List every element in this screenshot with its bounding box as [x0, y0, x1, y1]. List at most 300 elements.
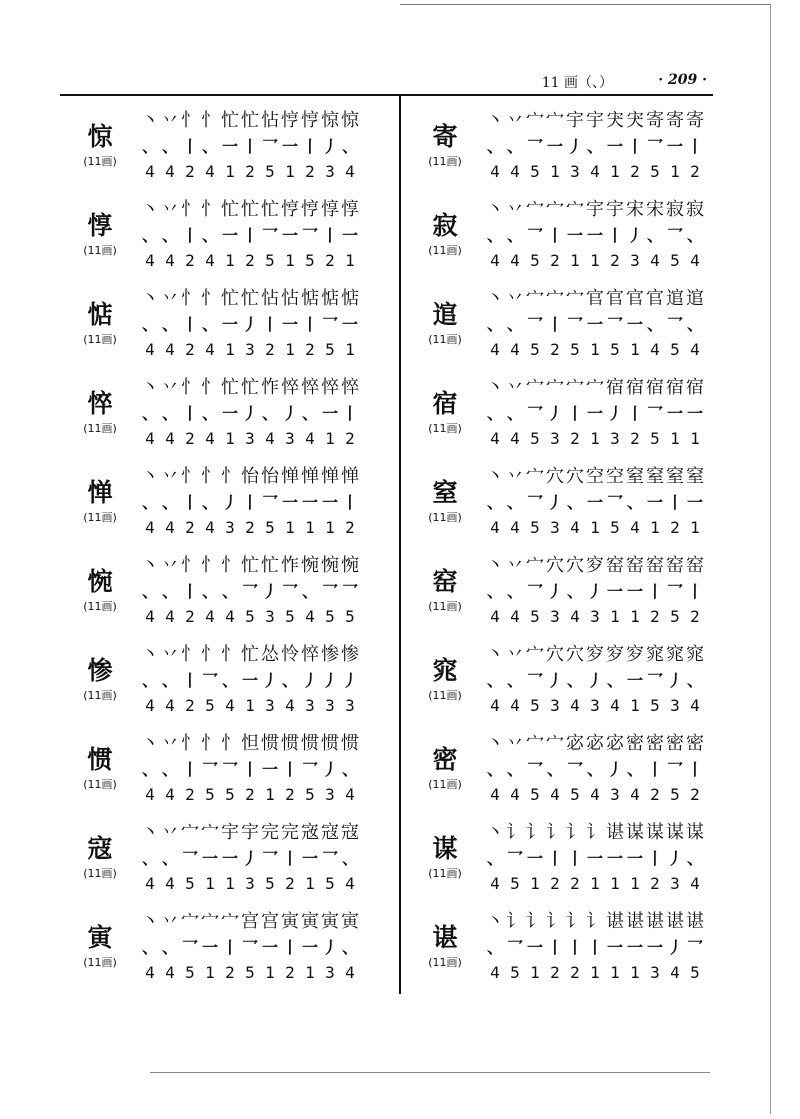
stroke-number: 1 [530, 962, 540, 982]
stroke-number: 4 [165, 517, 175, 537]
character-entry [405, 282, 735, 371]
sequence-glyph: 窑 [666, 555, 684, 576]
stroke-mark: 乛 [666, 759, 683, 779]
stroke-mark: 乛 [506, 848, 523, 868]
stroke-number: 1 [630, 606, 640, 626]
sequence-glyph: 完 [281, 822, 299, 843]
stroke-mark: 乛 [301, 225, 318, 245]
entry-head [60, 905, 140, 970]
head-character: 宿 [432, 389, 458, 418]
sequence-glyph: 宇 [606, 199, 624, 220]
stroke-mark: 丨 [566, 848, 583, 868]
stroke-number: 5 [185, 962, 195, 982]
sequence-glyph: 完 [261, 822, 279, 843]
stroke-mark: 丨 [241, 492, 258, 512]
sequence-glyph: 宇 [241, 822, 259, 843]
stroke-number: 5 [670, 339, 680, 359]
stroke-mark: 一 [201, 937, 218, 957]
sequence-glyph: 谌 [646, 911, 664, 932]
stroke-mark: 丨 [626, 136, 643, 156]
sequence-glyph: 宀 [566, 288, 584, 309]
sequence-glyph: 宀 [526, 199, 544, 220]
stroke-marks [140, 399, 360, 425]
sequence-glyph: 宿 [646, 377, 664, 398]
sequence-glyph: 丷 [506, 644, 524, 665]
stroke-mark: 丿 [546, 492, 563, 512]
stroke-marks [140, 310, 360, 336]
stroke-mark: 丨 [181, 314, 198, 334]
stroke-number: 5 [650, 161, 660, 181]
sequence-glyph: 悙 [281, 199, 299, 220]
stroke-number: 1 [225, 428, 235, 448]
stroke-mark: 一 [301, 848, 318, 868]
stroke-sequence [485, 727, 705, 755]
entry-head [60, 104, 140, 169]
stroke-number: 1 [590, 428, 600, 448]
stroke-mark: 乛 [506, 937, 523, 957]
sequence-glyph: 谌 [626, 911, 644, 932]
stroke-sequence [140, 371, 360, 399]
stroke-mark: 、 [161, 848, 178, 868]
stroke-order-rows [485, 193, 705, 273]
stroke-mark: 乛 [181, 937, 198, 957]
character-entry [60, 816, 390, 905]
stroke-sequence [485, 549, 705, 577]
stroke-number: 4 [205, 250, 215, 270]
character-entry [60, 371, 390, 460]
character-entry [405, 193, 735, 282]
stroke-mark: 一 [301, 492, 318, 512]
sequence-glyph: 寇 [341, 822, 359, 843]
stroke-mark: 、 [486, 581, 503, 601]
sequence-glyph: 宀 [221, 911, 239, 932]
stroke-mark: 乛 [686, 937, 703, 957]
stroke-number: 4 [490, 695, 500, 715]
sequence-glyph: 丷 [161, 110, 179, 131]
stroke-number: 5 [185, 873, 195, 893]
stroke-mark: 丨 [261, 314, 278, 334]
stroke-number: 3 [670, 695, 680, 715]
stroke-mark: 一 [281, 314, 298, 334]
sequence-glyph: 惇 [341, 199, 359, 220]
stroke-sequence [140, 816, 360, 844]
sequence-glyph: 宀 [546, 199, 564, 220]
stroke-marks [485, 310, 705, 336]
stroke-number: 4 [570, 695, 580, 715]
stroke-mark: 乛 [301, 759, 318, 779]
stroke-number: 3 [590, 695, 600, 715]
stroke-number: 1 [590, 339, 600, 359]
stroke-number: 4 [570, 517, 580, 537]
stroke-numbers [140, 692, 360, 718]
stroke-number: 2 [650, 873, 660, 893]
stroke-numbers [485, 158, 705, 184]
sequence-glyph: 丶 [486, 911, 504, 932]
stroke-mark: 、 [506, 581, 523, 601]
stroke-number: 2 [245, 784, 255, 804]
stroke-mark: 、 [161, 937, 178, 957]
sequence-glyph: 讠 [566, 822, 584, 843]
entry-head [405, 193, 485, 258]
sequence-glyph: 忙 [221, 377, 239, 398]
stroke-mark: 丿 [341, 670, 358, 690]
stroke-count: (11画) [83, 422, 117, 435]
scan-edge-top [400, 4, 770, 5]
sequence-glyph: 寂 [666, 199, 684, 220]
sequence-glyph: 惋 [341, 555, 359, 576]
character-entry [405, 905, 735, 994]
sequence-glyph: 宼 [301, 822, 319, 843]
sequence-glyph: 宿 [626, 377, 644, 398]
stroke-mark: 、 [161, 403, 178, 423]
stroke-mark: 丿 [546, 670, 563, 690]
head-character: 寅 [87, 923, 113, 952]
stroke-mark: 丿 [261, 670, 278, 690]
stroke-number: 1 [225, 339, 235, 359]
stroke-mark: 、 [141, 492, 158, 512]
sequence-glyph: 丷 [161, 466, 179, 487]
character-entry [405, 816, 735, 905]
stroke-mark: 乛 [526, 314, 543, 334]
sequence-glyph: 讠 [586, 822, 604, 843]
stroke-mark: 一 [666, 403, 683, 423]
stroke-mark: 丨 [586, 937, 603, 957]
entry-head [405, 638, 485, 703]
sequence-glyph: 惯 [281, 733, 299, 754]
stroke-mark: 丨 [241, 759, 258, 779]
sequence-glyph: 忙 [241, 644, 259, 665]
sequence-glyph: 寅 [301, 911, 319, 932]
stroke-number: 4 [510, 517, 520, 537]
stroke-mark: 丨 [566, 403, 583, 423]
stroke-order-rows [485, 460, 705, 540]
sequence-glyph: 丶 [141, 288, 159, 309]
sequence-glyph: 悴 [341, 377, 359, 398]
stroke-number: 1 [345, 250, 355, 270]
sequence-glyph: 寇 [321, 822, 339, 843]
stroke-marks [485, 844, 705, 870]
stroke-mark: 、 [486, 225, 503, 245]
stroke-mark: 丿 [321, 759, 338, 779]
stroke-number: 1 [690, 428, 700, 448]
stroke-number: 2 [690, 784, 700, 804]
stroke-mark: 、 [626, 492, 643, 512]
stroke-number: 5 [205, 695, 215, 715]
character-entry [60, 549, 390, 638]
right-column [405, 104, 735, 994]
stroke-mark: 乛 [281, 581, 298, 601]
sequence-glyph: 惯 [341, 733, 359, 754]
stroke-order-rows [140, 371, 360, 451]
stroke-sequence [485, 371, 705, 399]
stroke-mark: 、 [201, 225, 218, 245]
stroke-order-rows [140, 282, 360, 362]
stroke-number: 2 [650, 606, 660, 626]
stroke-number: 2 [670, 517, 680, 537]
stroke-number: 5 [530, 339, 540, 359]
sequence-glyph: 丶 [141, 377, 159, 398]
sequence-glyph: 宀 [201, 911, 219, 932]
character-entry [60, 460, 390, 549]
stroke-number: 5 [690, 962, 700, 982]
stroke-number: 5 [610, 517, 620, 537]
stroke-order-rows [140, 905, 360, 985]
stroke-numbers [140, 514, 360, 540]
sequence-glyph: 惮 [341, 466, 359, 487]
stroke-mark: 、 [646, 225, 663, 245]
stroke-mark: 丨 [321, 225, 338, 245]
character-entry [405, 104, 735, 193]
stroke-mark: 一 [646, 492, 663, 512]
sequence-glyph: 谌 [606, 911, 624, 932]
stroke-number: 5 [530, 784, 540, 804]
stroke-number: 4 [510, 339, 520, 359]
stroke-mark: 、 [486, 136, 503, 156]
stroke-order-rows [485, 371, 705, 451]
stroke-mark: 一 [201, 848, 218, 868]
character-entry [405, 371, 735, 460]
stroke-number: 1 [610, 873, 620, 893]
stroke-order-rows [140, 460, 360, 540]
stroke-mark: 一 [281, 225, 298, 245]
stroke-number: 4 [690, 873, 700, 893]
sequence-glyph: 惋 [301, 555, 319, 576]
stroke-sequence [485, 282, 705, 310]
sequence-glyph: 寅 [281, 911, 299, 932]
sequence-glyph: 忄 [181, 288, 199, 309]
stroke-number: 2 [550, 873, 560, 893]
sequence-glyph: 宀 [586, 377, 604, 398]
stroke-mark: 、 [486, 492, 503, 512]
sequence-glyph: 丷 [161, 822, 179, 843]
stroke-count: (11画) [83, 956, 117, 969]
stroke-mark: 、 [486, 403, 503, 423]
stroke-mark: 、 [141, 136, 158, 156]
stroke-mark: 丨 [181, 403, 198, 423]
stroke-number: 5 [530, 606, 540, 626]
stroke-marks [140, 221, 360, 247]
stroke-number: 4 [690, 250, 700, 270]
stroke-mark: 一 [321, 403, 338, 423]
stroke-count: (11画) [83, 511, 117, 524]
stroke-mark: 一 [586, 848, 603, 868]
sequence-glyph: 惮 [301, 466, 319, 487]
stroke-sequence [140, 905, 360, 933]
stroke-mark: 一 [626, 937, 643, 957]
stroke-number: 2 [225, 962, 235, 982]
sequence-glyph: 宀 [566, 199, 584, 220]
sequence-glyph: 宊 [606, 110, 624, 131]
stroke-number: 5 [345, 606, 355, 626]
stroke-mark: 丨 [181, 225, 198, 245]
sequence-glyph: 密 [686, 733, 704, 754]
stroke-mark: 乛 [261, 492, 278, 512]
character-entry [405, 638, 735, 727]
stroke-order-rows [485, 282, 705, 362]
stroke-mark: 、 [201, 581, 218, 601]
stroke-mark: 一 [626, 581, 643, 601]
stroke-sequence [140, 104, 360, 132]
stroke-number: 2 [305, 339, 315, 359]
stroke-mark: 乛 [646, 403, 663, 423]
stroke-number: 4 [590, 161, 600, 181]
stroke-mark: 一 [586, 403, 603, 423]
sequence-glyph: 丶 [141, 911, 159, 932]
stroke-mark: 丨 [546, 937, 563, 957]
stroke-number: 3 [670, 873, 680, 893]
stroke-number: 2 [570, 428, 580, 448]
stroke-mark: 一 [241, 670, 258, 690]
stroke-number: 4 [165, 339, 175, 359]
sequence-glyph: 窕 [646, 644, 664, 665]
stroke-number: 4 [345, 962, 355, 982]
stroke-mark: 丨 [546, 314, 563, 334]
stroke-mark: 一 [646, 937, 663, 957]
head-character: 惮 [87, 478, 113, 507]
stroke-mark: 、 [506, 314, 523, 334]
stroke-number: 1 [285, 339, 295, 359]
stroke-number: 1 [590, 517, 600, 537]
sequence-glyph: 忄 [181, 199, 199, 220]
stroke-mark: 、 [261, 403, 278, 423]
stroke-mark: 、 [686, 314, 703, 334]
stroke-mark: 、 [506, 670, 523, 690]
sequence-glyph: 谋 [686, 822, 704, 843]
stroke-count: (11画) [428, 422, 462, 435]
stroke-mark: 乛 [646, 670, 663, 690]
sequence-glyph: 丶 [486, 288, 504, 309]
stroke-number: 5 [225, 784, 235, 804]
stroke-number: 1 [610, 161, 620, 181]
sequence-glyph: 丷 [161, 555, 179, 576]
sequence-glyph: 怗 [281, 288, 299, 309]
stroke-mark: 、 [161, 581, 178, 601]
sequence-glyph: 宀 [526, 377, 544, 398]
stroke-mark: 、 [161, 136, 178, 156]
stroke-marks [485, 577, 705, 603]
stroke-mark: 、 [301, 581, 318, 601]
stroke-number: 2 [265, 339, 275, 359]
stroke-numbers [485, 959, 705, 985]
stroke-sequence [485, 193, 705, 221]
sequence-glyph: 惦 [321, 288, 339, 309]
sequence-glyph: 窑 [606, 555, 624, 576]
sequence-glyph: 忄 [221, 555, 239, 576]
sequence-glyph: 丶 [486, 466, 504, 487]
stroke-number: 1 [590, 962, 600, 982]
head-character: 惯 [87, 745, 113, 774]
sequence-glyph: 穴 [546, 466, 564, 487]
sequence-glyph: 忄 [201, 377, 219, 398]
stroke-mark: 、 [341, 136, 358, 156]
stroke-mark: 、 [161, 314, 178, 334]
stroke-number: 5 [570, 339, 580, 359]
sequence-glyph: 丶 [486, 644, 504, 665]
stroke-marks [485, 933, 705, 959]
character-entry [405, 549, 735, 638]
stroke-mark: 丨 [181, 581, 198, 601]
sequence-glyph: 官 [646, 288, 664, 309]
stroke-mark: 丨 [646, 581, 663, 601]
stroke-number: 4 [510, 695, 520, 715]
stroke-number: 2 [185, 161, 195, 181]
head-character: 逭 [432, 300, 458, 329]
sequence-glyph: 穴 [546, 555, 564, 576]
stroke-number: 1 [305, 962, 315, 982]
stroke-number: 5 [245, 962, 255, 982]
stroke-number: 1 [225, 250, 235, 270]
sequence-glyph: 惮 [281, 466, 299, 487]
sequence-glyph: 窕 [666, 644, 684, 665]
sequence-glyph: 丶 [141, 466, 159, 487]
sequence-glyph: 丷 [506, 466, 524, 487]
stroke-mark: 一 [546, 136, 563, 156]
sequence-glyph: 密 [626, 733, 644, 754]
stroke-count: (11画) [428, 244, 462, 257]
stroke-number: 1 [265, 784, 275, 804]
stroke-mark: 、 [486, 848, 503, 868]
sequence-glyph: 惋 [321, 555, 339, 576]
stroke-mark: 丿 [281, 403, 298, 423]
stroke-sequence [485, 460, 705, 488]
stroke-count: (11画) [83, 778, 117, 791]
head-character: 寄 [432, 122, 458, 151]
stroke-number: 2 [690, 606, 700, 626]
stroke-numbers [140, 336, 360, 362]
stroke-number: 4 [145, 161, 155, 181]
stroke-mark: 丨 [301, 314, 318, 334]
stroke-number: 5 [650, 428, 660, 448]
stroke-mark: 丨 [546, 848, 563, 868]
stroke-number: 1 [325, 428, 335, 448]
stroke-mark: 一 [301, 937, 318, 957]
stroke-numbers [485, 247, 705, 273]
stroke-number: 3 [345, 695, 355, 715]
stroke-number: 3 [245, 873, 255, 893]
stroke-number: 4 [145, 962, 155, 982]
stroke-number: 2 [245, 517, 255, 537]
stroke-marks [485, 132, 705, 158]
stroke-number: 4 [145, 606, 155, 626]
stroke-mark: 丿 [241, 314, 258, 334]
sequence-glyph: 讠 [526, 822, 544, 843]
sequence-glyph: 忙 [241, 377, 259, 398]
stroke-number: 1 [265, 962, 275, 982]
sequence-glyph: 丶 [486, 377, 504, 398]
sequence-glyph: 忄 [181, 733, 199, 754]
stroke-count: (11画) [428, 778, 462, 791]
stroke-number: 3 [245, 428, 255, 448]
stroke-number: 2 [185, 339, 195, 359]
stroke-numbers [485, 603, 705, 629]
sequence-glyph: 窒 [626, 466, 644, 487]
sequence-glyph: 怛 [241, 733, 259, 754]
stroke-sequence [485, 104, 705, 132]
stroke-count: (11画) [83, 689, 117, 702]
stroke-mark: 、 [566, 581, 583, 601]
sequence-glyph: 忄 [201, 733, 219, 754]
stroke-number: 3 [610, 784, 620, 804]
stroke-number: 2 [550, 339, 560, 359]
sequence-glyph: 忙 [221, 199, 239, 220]
sequence-glyph: 丷 [161, 644, 179, 665]
stroke-mark: 乛 [321, 581, 338, 601]
character-entry [60, 727, 390, 816]
stroke-mark: 、 [341, 759, 358, 779]
sequence-glyph: 忄 [201, 288, 219, 309]
stroke-mark: 丨 [646, 759, 663, 779]
stroke-number: 2 [245, 250, 255, 270]
